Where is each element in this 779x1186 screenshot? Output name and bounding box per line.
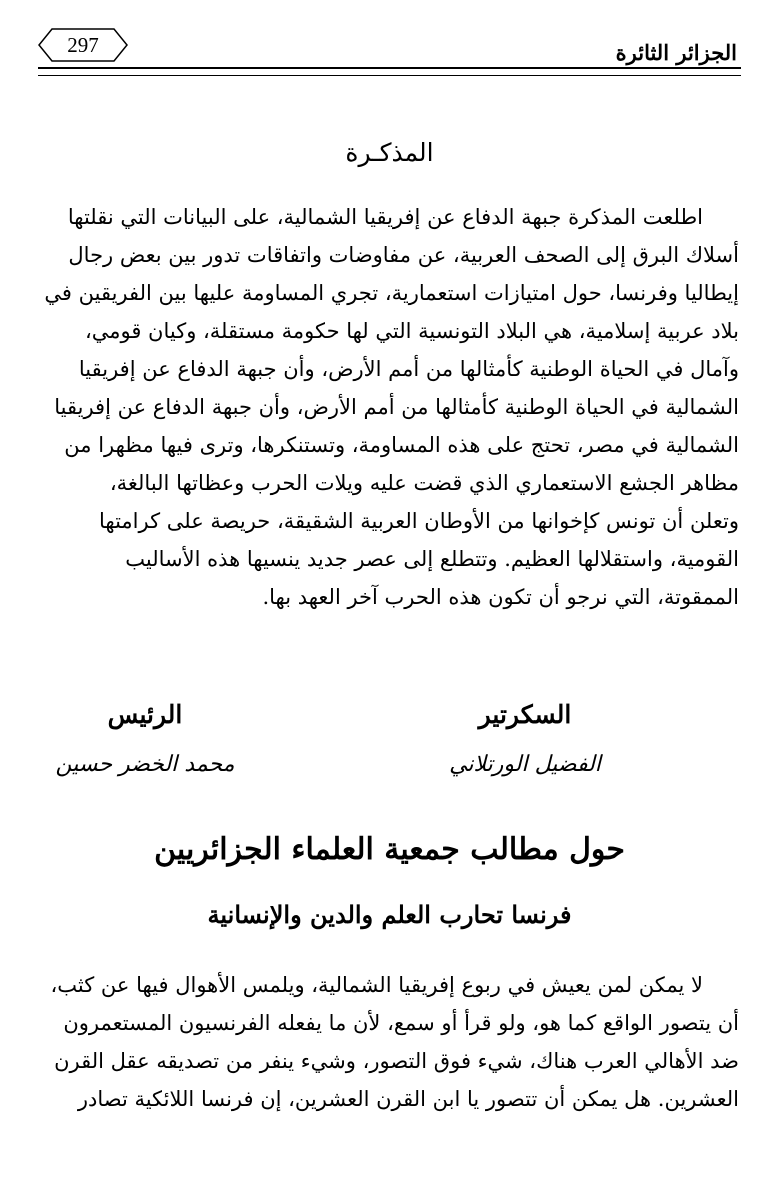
running-title: الجزائر الثائرة [615, 40, 737, 65]
text-line: الممقوتة، التي نرجو أن تكون هذه الحرب آخر العهد بها. [262, 585, 739, 609]
secretary-name: الفضيل الورتلاني [449, 752, 601, 777]
text-line: الشمالية في الحياة الوطنية كأمثالها من أمم الأرض، وأن جبهة الدفاع عن إفريقيا [54, 395, 739, 419]
header-rule-thin [38, 75, 741, 76]
text-line: أسلاك البرق إلى الصحف العربية، عن مفاوضات واتفاقات تدور بين بعض رجال [68, 243, 739, 267]
text-line: القومية، واستقلالها العظيم. وتتطلع إلى عصر جديد ينسيها هذه الأساليب [125, 547, 739, 571]
section-title: المذكـرة [345, 138, 434, 167]
text-line: أن يتصور الواقع كما هو، ولو قرأ أو سمع، لأن ما يفعله الفرنسيون المستعمرون [63, 1011, 739, 1035]
text-line: اطلعت المذكرة جبهة الدفاع عن إفريقيا الشمالية، على البيانات التي نقلتها [67, 205, 703, 229]
text-line: بلاد عربية إسلامية، هي البلاد التونسية التي لها حكومة مستقلة، وكيان قومي، [84, 319, 739, 343]
article-heading: حول مطالب جمعية العلماء الجزائريين [154, 832, 625, 867]
text-line: العشرين. هل يمكن أن تتصور يا ابن القرن العشرين، إن فرنسا اللائكية تصادر [77, 1087, 739, 1111]
text-line: ضد الأهالي العرب هناك، شيء فوق التصور، وشيء ينفر من تصديقه عقل القرن [54, 1049, 739, 1073]
article-subheading: فرنسا تحارب العلم والدين والإنسانية [207, 900, 572, 929]
page-number: 297 [67, 33, 99, 57]
secretary-title: السكرتير [478, 700, 572, 729]
header-rule-thick [38, 67, 741, 69]
text-line: وتعلن أن تونس كإخوانها من الأوطان العربية الشقيقة، حريصة على كرامتها [98, 509, 739, 533]
president-name: محمد الخضر حسين [55, 752, 235, 777]
text-line: الشمالية في مصر، تحتج على هذه المساومة، وتستنكرها، وترى فيها مظهرا من [64, 433, 739, 457]
text-line: مظاهر الجشع الاستعماري الذي قضت عليه ويلات الحرب وعظاتها البالغة، [109, 471, 739, 495]
text-line: إيطاليا وفرنسا، حول امتيازات استعمارية، تجري المساومة عليها بين الفريقين في [44, 281, 739, 305]
page-number-badge [38, 28, 128, 62]
text-line: وآمال في الحياة الوطنية كأمثالها من أمم الأرض، وأن جبهة الدفاع عن إفريقيا [78, 357, 739, 381]
text-line: لا يمكن لمن يعيش في ربوع إفريقيا الشمالية، ويلمس الأهوال فيها عن كثب، [50, 973, 703, 997]
memo-paragraph [40, 198, 739, 616]
president-title: الرئيس [107, 700, 183, 729]
article-paragraph [40, 966, 739, 1118]
